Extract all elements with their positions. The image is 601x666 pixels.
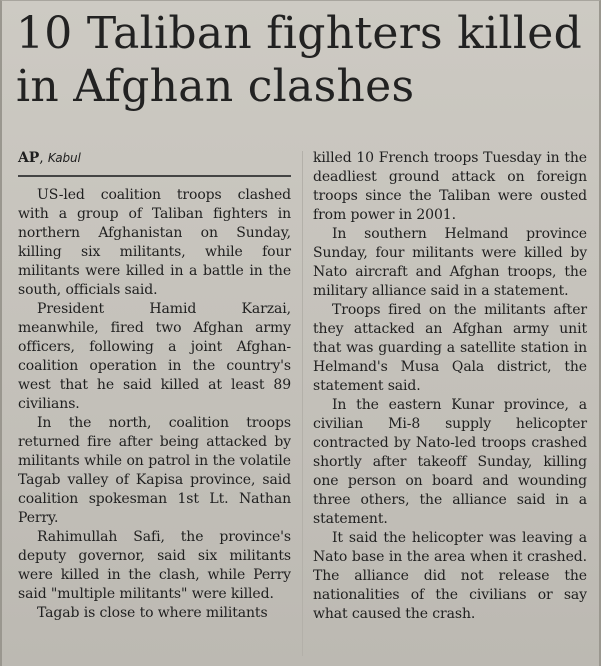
headline (16, 7, 596, 113)
byline: AP, Kabul (18, 149, 291, 177)
paragraph: In the eastern Kunar province, a civilian Mi-8 supply helicopter contracted by Nato-led troops crashed shortly after takeoff Sunday, killing one person on board and wounding three others, the alliance said in a statement. (313, 397, 587, 527)
headline-line-2: in Afghan clashes (16, 61, 415, 112)
paragraph: US-led coalition troops clashed with a group of Taliban fighters in northern Afghanistan on Sunday, killing six militants, while four militants were killed in a battle in the south, officials said. (18, 187, 291, 298)
left-column (18, 149, 291, 623)
paragraph: In the north, coalition troops returned fire after being attacked by militants while on patrol in the volatile Tagab valley of Kapisa province, said coalition spokesman 1st Lt. Nathan Perry. (18, 415, 291, 526)
paragraph: Rahimullah Safi, the province's deputy governor, said six militants were killed in the clash, while Perry said "multiple militants" were killed. (18, 529, 291, 602)
paragraph-continuation: killed 10 French troops Tuesday in the deadliest ground attack on foreign troops since the Taliban were ousted from power in 2001. (313, 150, 587, 223)
byline-agency: AP (18, 150, 40, 166)
headline-line-1: 10 Taliban fighters killed (16, 8, 583, 59)
column-divider (302, 151, 303, 656)
paragraph: In southern Helmand province Sunday, four militants were killed by Nato aircraft and Afghan troops, the military alliance said in a statement. (313, 226, 587, 299)
paragraph: Tagab is close to where militants (37, 605, 268, 621)
right-column (313, 149, 587, 624)
paragraph: It said the helicopter was leaving a Nato base in the area when it crashed. The alliance did not release the nationalities of the civilians or say what caused the crash. (313, 530, 587, 622)
paragraph: Troops fired on the militants after they attacked an Afghan army unit that was guarding a satellite station in Helmand's Musa Qala district, the statement said. (313, 302, 587, 394)
byline-city: Kabul (47, 151, 81, 165)
paragraph: President Hamid Karzai, meanwhile, fired two Afghan army officers, following a joint Afghan-coalition operation in the country's west that he said killed at least 89 civilians. (18, 301, 291, 412)
